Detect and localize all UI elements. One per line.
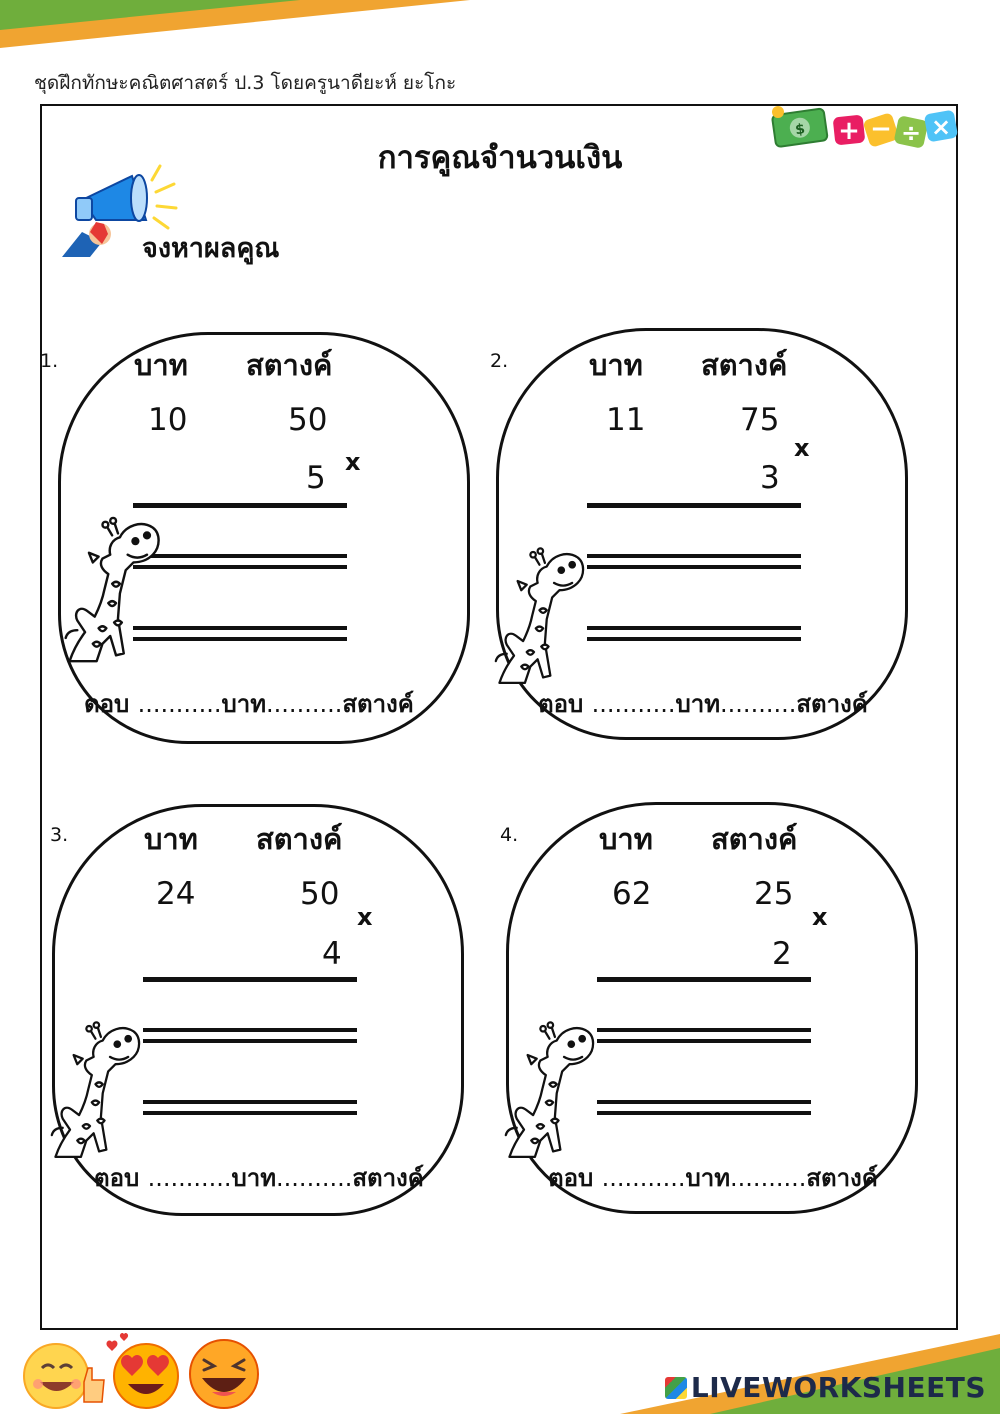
satang-answer-blank[interactable]: ..........: [720, 690, 797, 718]
multiply-sign: x: [345, 448, 361, 476]
satang-column-label: สตางค์: [711, 822, 798, 856]
svg-text:÷: ÷: [900, 119, 922, 147]
satang-column-label: สตางค์: [256, 822, 343, 856]
answer-prefix: ตอบ: [548, 1164, 594, 1192]
product-line: [587, 503, 801, 508]
problem-number: 1.: [40, 350, 59, 372]
baht-value: 24: [156, 876, 196, 912]
baht-value: 11: [606, 402, 646, 438]
worksheet-series-header: ชุดฝึกทักษะคณิตศาสตร์ ป.3 โดยครูนาดียะห์ ยะโกะ: [34, 72, 457, 94]
giraffe-icon: [62, 516, 172, 666]
partial-answer-lines: [587, 554, 801, 569]
multiply-sign: x: [812, 903, 828, 931]
answer-line: [94, 1158, 424, 1197]
satang-answer-blank[interactable]: ..........: [276, 1164, 353, 1192]
multiplier-value: 5: [306, 460, 326, 496]
svg-text:+: +: [838, 116, 860, 146]
baht-answer-blank[interactable]: ...........: [601, 1164, 686, 1192]
satang-answer-blank[interactable]: ..........: [266, 690, 343, 718]
baht-answer-blank[interactable]: ...........: [147, 1164, 232, 1192]
satang-value: 50: [300, 876, 340, 912]
satang-unit: สตางค์: [342, 690, 414, 718]
multiplier-value: 3: [760, 460, 780, 496]
total-answer-lines: [587, 626, 801, 641]
baht-column-label: บาท: [134, 348, 188, 382]
money-math-icon: [768, 104, 960, 154]
satang-unit: สตางค์: [796, 690, 868, 718]
baht-column-label: บาท: [144, 822, 198, 856]
baht-unit: บาท: [675, 690, 721, 718]
multiply-sign: x: [357, 903, 373, 931]
baht-column-label: บาท: [589, 348, 643, 382]
satang-column-label: สตางค์: [701, 348, 788, 382]
partial-answer-lines: [597, 1028, 811, 1043]
multiplier-value: 2: [772, 936, 792, 972]
svg-text:−: −: [870, 114, 892, 144]
page-title: การคูณจำนวนเงิน: [377, 140, 623, 176]
total-answer-lines: [143, 1100, 357, 1115]
product-line: [597, 977, 811, 982]
answer-line: [538, 684, 868, 723]
problem-number: 4.: [500, 824, 519, 846]
problem-number: 2.: [490, 350, 509, 372]
product-line: [133, 503, 347, 508]
emoji-thumbs-up-icon: [20, 1338, 110, 1410]
answer-line: [548, 1158, 878, 1197]
giraffe-icon: [494, 542, 594, 692]
liveworksheets-logo: [665, 1371, 986, 1404]
multiplier-value: 4: [322, 936, 342, 972]
product-line: [143, 977, 357, 982]
baht-value: 10: [148, 402, 188, 438]
answer-prefix: ตอบ: [84, 690, 130, 718]
baht-unit: บาท: [685, 1164, 731, 1192]
satang-column-label: สตางค์: [246, 348, 333, 382]
brand-mark: [665, 1377, 687, 1399]
baht-answer-blank[interactable]: ...........: [137, 690, 222, 718]
instruction-text: จงหาผลคูณ: [142, 233, 280, 264]
satang-value: 50: [288, 402, 328, 438]
answer-line: [84, 684, 414, 723]
baht-column-label: บาท: [599, 822, 653, 856]
emoji-laughing-icon: [184, 1334, 264, 1412]
multiply-sign: x: [794, 434, 810, 462]
giraffe-icon: [504, 1016, 604, 1166]
emoji-heart-eyes-icon: [104, 1330, 186, 1412]
satang-value: 75: [740, 402, 780, 438]
giraffe-icon: [50, 1016, 150, 1166]
satang-value: 25: [754, 876, 794, 912]
satang-unit: สตางค์: [352, 1164, 424, 1192]
brand-name: LIVEWORKSHEETS: [690, 1371, 986, 1404]
partial-answer-lines: [143, 1028, 357, 1043]
top-stripe-decoration: [0, 0, 480, 50]
satang-unit: สตางค์: [806, 1164, 878, 1192]
answer-prefix: ตอบ: [94, 1164, 140, 1192]
baht-answer-blank[interactable]: ...........: [591, 690, 676, 718]
answer-prefix: ตอบ: [538, 690, 584, 718]
baht-unit: บาท: [221, 690, 267, 718]
svg-text:$: $: [794, 121, 807, 139]
total-answer-lines: [597, 1100, 811, 1115]
problem-number: 3.: [50, 824, 69, 846]
svg-text:×: ×: [930, 113, 952, 141]
baht-unit: บาท: [231, 1164, 277, 1192]
satang-answer-blank[interactable]: ..........: [730, 1164, 807, 1192]
baht-value: 62: [612, 876, 652, 912]
